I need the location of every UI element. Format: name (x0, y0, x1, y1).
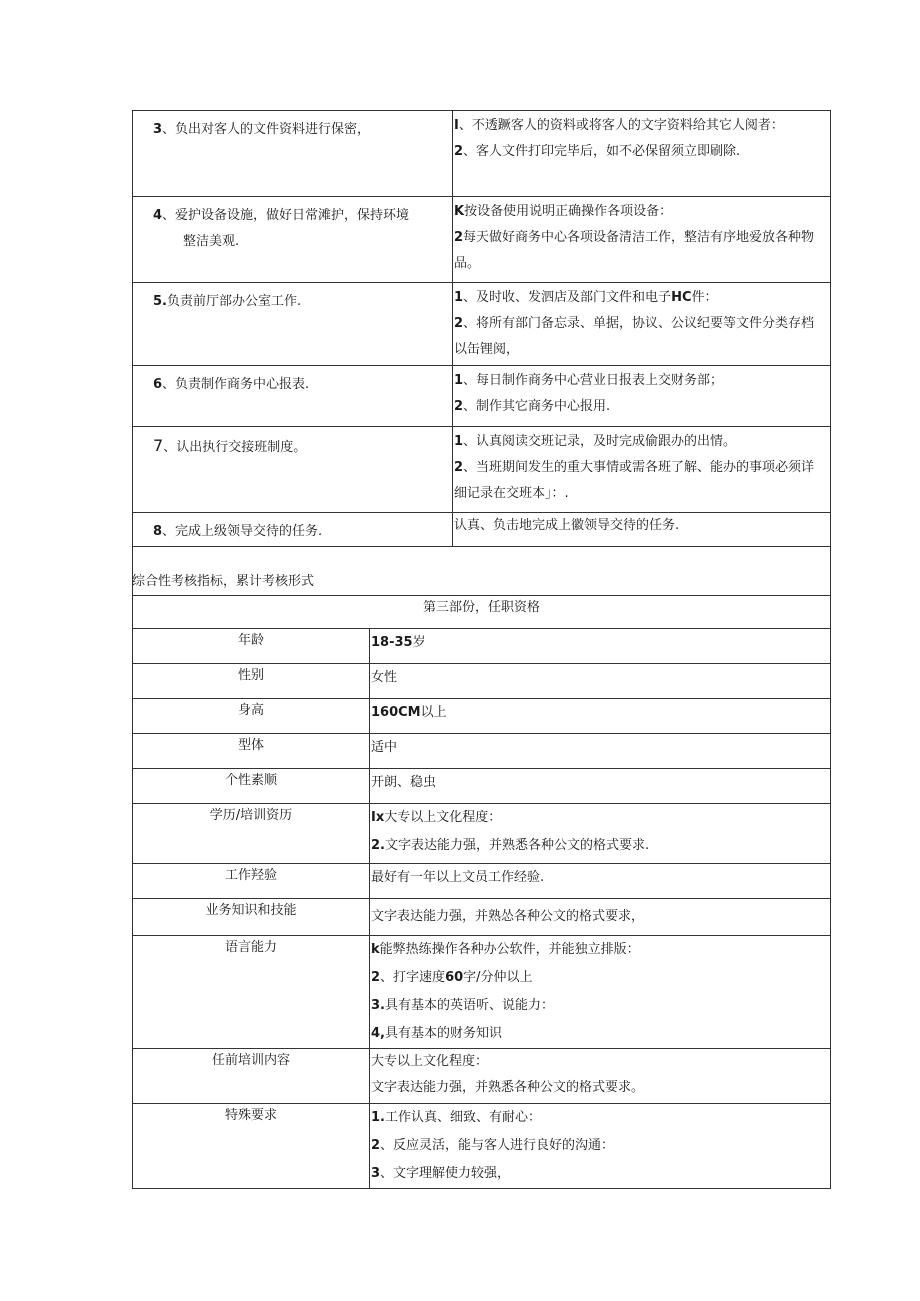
value-text: 最好有一年以上文员工作经验. (371, 870, 545, 885)
value-text: 能弊热练操作各种办公软件，并能独立排版： (379, 942, 640, 957)
qualification-value (370, 864, 831, 899)
value-text: 工作认真、细致、有耐心： (384, 1110, 541, 1125)
duty-number: 8 (153, 524, 163, 539)
value-bold: 18-35 (371, 635, 413, 650)
qualification-value (370, 936, 831, 1049)
duty-standard-cell (453, 111, 831, 197)
section-header-row (133, 596, 831, 629)
duties-table (132, 110, 831, 596)
duty-standard-cell (453, 197, 831, 283)
duty-title: 、认出执行交接班制度。 (163, 440, 307, 455)
qualification-label: 语言能力 (133, 936, 370, 1049)
standard-text: 认真、负击地完成上徽领导交待的任务. (454, 518, 680, 533)
qualification-value (370, 1104, 831, 1189)
standard-number: 2 (454, 316, 464, 331)
qualification-value (370, 629, 831, 664)
section-title: 第三部份，任职资格 (133, 596, 831, 629)
standard-text: 每天做好商务中心各项设备清洁工作，整洁有序地爱放各种物品。 (454, 230, 815, 271)
qualification-row-skills (133, 899, 831, 936)
assessment-summary: 综合性考核指标，累计考核形式 (132, 574, 315, 589)
qualification-value (370, 769, 831, 804)
value-text: 岁 (412, 635, 426, 650)
standard-number: 1 (454, 434, 464, 449)
duty-title: 负责前厅部办公室工作. (166, 294, 302, 309)
qualification-label: 性别 (133, 664, 370, 699)
qualification-value (370, 699, 831, 734)
qualification-row-experience (133, 864, 831, 899)
value-text: 字/分仲以上 (463, 970, 533, 985)
standard-number: 2 (454, 230, 464, 245)
standard-number: 2 (454, 144, 464, 159)
qualification-label: 工作羟验 (133, 864, 370, 899)
duty-number: 6 (153, 377, 163, 392)
value-bold: 60 (445, 970, 464, 985)
duty-standard-cell (453, 283, 831, 366)
qualification-value (370, 1049, 831, 1104)
value-text: 适中 (371, 740, 398, 755)
duty-title-continued: 整洁美观. (183, 234, 240, 249)
duty-row-6 (133, 366, 831, 427)
duty-title: 、负出对客人的文件资料进行保密， (162, 122, 371, 137)
duty-title-cell (133, 283, 453, 366)
qualification-label: 学历/培训资历 (133, 804, 370, 864)
standard-text: 、制作其它商务中心报用. (463, 399, 611, 414)
value-text: 以上 (420, 705, 447, 720)
value-text: 文字表达能力强，并熟怂各种公文的格式要求， (371, 909, 645, 924)
summary-row (133, 547, 831, 596)
qualification-value (370, 899, 831, 936)
qualification-row-education (133, 804, 831, 864)
standard-number: 1 (454, 373, 464, 388)
duty-title-cell (133, 513, 453, 547)
value-text: 文字表达能力强，并熟悉各种公文的格式要求。 (371, 1080, 645, 1095)
value-text: 、反应灵活，能与客人进行良好的沟通： (380, 1138, 615, 1153)
qualification-label: 型体 (133, 734, 370, 769)
duty-row-7 (133, 427, 831, 513)
standard-text-tail: 件： (691, 290, 718, 305)
value-bold: 2 (371, 1138, 381, 1153)
value-text: 文字表达能力强，并熟悉各种公文的格式要求. (384, 838, 650, 853)
standard-text: 、当班期间发生的重大事情或需各班了解、能办的事项必须详细记录在交班本」：. (454, 460, 815, 501)
qualification-row-language (133, 936, 831, 1049)
qualification-value (370, 664, 831, 699)
qualification-label: 个性素顺 (133, 769, 370, 804)
qualification-label: 身高 (133, 699, 370, 734)
qualification-row-build (133, 734, 831, 769)
value-text: 具有基本的英语听、说能力： (384, 998, 554, 1013)
standard-text: 按设备使用说明正确操作各项设备： (464, 204, 673, 219)
value-bold: 160CM (371, 705, 421, 720)
qualification-row-height (133, 699, 831, 734)
duty-title-cell (133, 111, 453, 197)
value-bold: 4, (371, 1026, 385, 1041)
standard-number: 2 (454, 399, 464, 414)
value-bold: k (371, 942, 380, 957)
duty-number: 3 (153, 122, 163, 137)
qualification-label: 业务知识和技能 (133, 899, 370, 936)
standard-text: 、认真阅读交班记录，及时完成偷跟办的出情。 (463, 434, 737, 449)
value-bold: Ix (371, 810, 385, 825)
value-bold: 3. (371, 998, 385, 1013)
value-bold: 3 (371, 1166, 381, 1181)
duty-standard-cell (453, 513, 831, 547)
standard-number: I (454, 118, 459, 133)
duty-row-8 (133, 513, 831, 547)
duty-number: 7 (153, 436, 164, 455)
duty-number: 5. (153, 294, 167, 309)
standard-text: 、将所有部门备忘录、单据，协议、公议纪要等文件分类存档以缶锂阅， (454, 316, 815, 357)
qualification-row-gender (133, 664, 831, 699)
value-text: 女性 (371, 670, 398, 685)
qualifications-table (132, 596, 831, 1189)
duty-standard-cell (453, 427, 831, 513)
summary-cell (133, 547, 831, 596)
document-page (132, 110, 830, 1189)
value-bold: 1. (371, 1110, 385, 1125)
qualification-value (370, 804, 831, 864)
qualification-label: 特殊要求 (133, 1104, 370, 1189)
standard-number: K (454, 204, 465, 219)
duty-title-cell (133, 427, 453, 513)
qualification-row-training (133, 1049, 831, 1104)
duty-title-cell (133, 366, 453, 427)
duty-title-cell (133, 197, 453, 283)
value-text: 开朗、稳虫 (371, 775, 437, 790)
value-bold: 2. (371, 838, 385, 853)
duty-row-5 (133, 283, 831, 366)
duty-standard-cell (453, 366, 831, 427)
duty-title: 、爱护设备设施，做好日常滩护，保持环境 (162, 208, 410, 223)
duty-number: 4 (153, 208, 163, 223)
value-text: 具有基本的财务知识 (384, 1026, 502, 1041)
value-text: 、文字理解使力较强， (380, 1166, 511, 1181)
standard-bold-term: HC (671, 290, 692, 305)
qualification-row-personality (133, 769, 831, 804)
duty-row-4 (133, 197, 831, 283)
standard-text: 、每日制作商务中心营业日报表上交财务部； (463, 373, 724, 388)
duty-title: 、负责制作商务中心报表. (162, 377, 310, 392)
standard-text: 、及时收、发泗店及部门文件和电子 (463, 290, 672, 305)
value-text: 大专以上文化程度： (371, 1054, 489, 1069)
value-text: 、打字速度 (380, 970, 446, 985)
qualification-label: 任前培训内容 (133, 1049, 370, 1104)
standard-text: 、不透蹶客人的资料或将客人的文字资料给其它人阅者： (458, 118, 784, 133)
qualification-row-special (133, 1104, 831, 1189)
duty-title: 、完成上级领导交待的任务. (162, 524, 323, 539)
qualification-label: 年龄 (133, 629, 370, 664)
duty-row-3 (133, 111, 831, 197)
value-text: 大专以上文化程度： (384, 810, 502, 825)
value-bold: 2 (371, 970, 381, 985)
standard-number: 1 (454, 290, 464, 305)
qualification-value (370, 734, 831, 769)
qualification-row-age (133, 629, 831, 664)
standard-text: 、客人文件打印完毕后，如不必保留须立即刷除. (463, 144, 741, 159)
standard-number: 2 (454, 460, 464, 475)
